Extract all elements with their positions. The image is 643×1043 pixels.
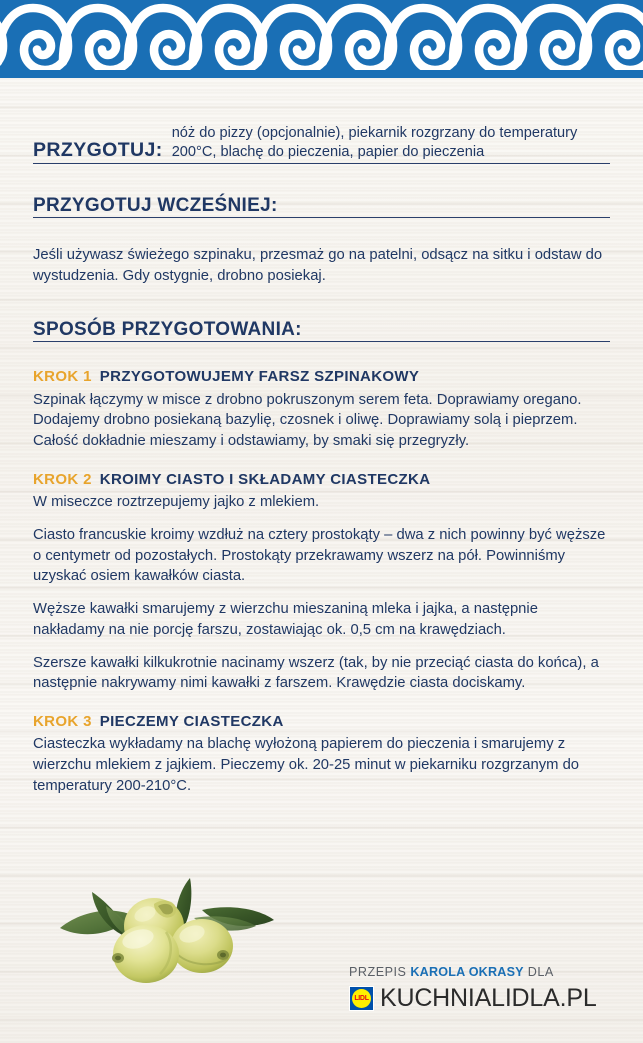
step-label-1: KROK 1 — [33, 368, 92, 386]
recipe-content — [0, 78, 643, 797]
credit-author: KAROLA OKRASY — [410, 965, 524, 979]
step-2-paragraph-1: W miseczce roztrzepujemy jajko z mlekiem. — [33, 494, 320, 511]
prepare-earlier-text: Jeśli używasz świeżego szpinaku, przesmaż go na patelni, odsącz na sitku i odstaw do wystudzenia. Gdy ostygnie, drobno posiekaj. — [33, 246, 603, 284]
prepare-row — [33, 124, 610, 163]
step-2-paragraph-4: Szersze kawałki kilkukrotnie nacinamy wszerz (tak, by nie przeciąć ciasta do końca), a następnie nakrywamy nimi kawałki z farszem. Krawędzie ciasta dociskamy. — [33, 654, 599, 692]
credit-prefix: PRZEPIS — [349, 965, 407, 979]
prepare-text: nóż do pizzy (opcjonalnie), piekarnik rozgrzany do temperatury 200°C, blachę do pieczenia, papier do pieczenia — [171, 125, 578, 161]
step-1-paragraph-1: Szpinak łączymy w misce z drobno pokruszonym serem feta. Doprawiamy oregano. Dodajemy drobno posiekaną bazylię, czosnek i oliwę. Doprawiamy solą i pieprzem. Całość dokładnie mieszamy i odstawiamy, by smaki się przegryzły. — [33, 391, 582, 450]
step-heading-1 — [33, 369, 610, 386]
prepare-label: PRZYGOTUJ: — [33, 138, 163, 161]
step-heading-3 — [33, 714, 610, 731]
brand-row[interactable] — [349, 984, 629, 1013]
olives-illustration — [42, 862, 292, 992]
greek-spiral-pattern-icon — [0, 0, 643, 78]
step-2-paragraph-3: Węższe kawałki smarujemy z wierzchu mieszaniną mleka i jajka, a następnie nakładamy na nie porcję farszu, zostawiając ok. 0,5 cm na krawędziach. — [33, 601, 538, 638]
lidl-logo-icon — [349, 986, 374, 1011]
footer-credit — [349, 965, 629, 1013]
divider-after-method-heading — [33, 341, 610, 342]
divider-after-prepare — [33, 163, 610, 164]
divider-after-prepare-earlier-heading — [33, 217, 610, 218]
greek-wave-ornament-band — [0, 0, 643, 78]
step-title-3: PIECZEMY CIASTECZKA — [99, 712, 284, 730]
step-label-2: KROK 2 — [33, 470, 92, 488]
lidl-logo-wordmark: LIDL — [354, 995, 369, 1002]
credit-suffix: DLA — [527, 965, 554, 979]
step-2-paragraph-2: Ciasto francuskie kroimy wzdłuż na cztery prostokąty – dwa z nich powinny być węższe o centymetr od pozostałych. Prostokąty przekrawamy wszerz na pół. Powinniśmy uzyskać osiem kawałków ciasta. — [33, 527, 606, 585]
step-label-3: KROK 3 — [33, 712, 92, 730]
step-title-1: PRZYGOTOWUJEMY FARSZ SZPINAKOWY — [99, 368, 420, 386]
credit-text-line — [349, 965, 629, 979]
step-3-paragraph-1: Ciasteczka wykładamy na blachę wyłożoną papierem do pieczenia i smarujemy z wierzchu mlekiem z jajkiem. Pieczemy ok. 20-25 minut w piekarniku rozgrzanym do temperatury 200-210°C. — [33, 736, 580, 794]
olive-right — [171, 919, 233, 973]
website-url: KUCHNIALIDLA.PL — [380, 984, 597, 1012]
step-title-2: KROIMY CIASTO I SKŁADAMY CIASTECZKA — [99, 470, 431, 488]
step-heading-2 — [33, 472, 610, 489]
method-heading: SPOSÓB PRZYGOTOWANIA: — [33, 319, 302, 341]
olive-cluster-icon — [42, 862, 292, 992]
prepare-earlier-heading: PRZYGOTUJ WCZEŚNIEJ: — [33, 194, 278, 216]
